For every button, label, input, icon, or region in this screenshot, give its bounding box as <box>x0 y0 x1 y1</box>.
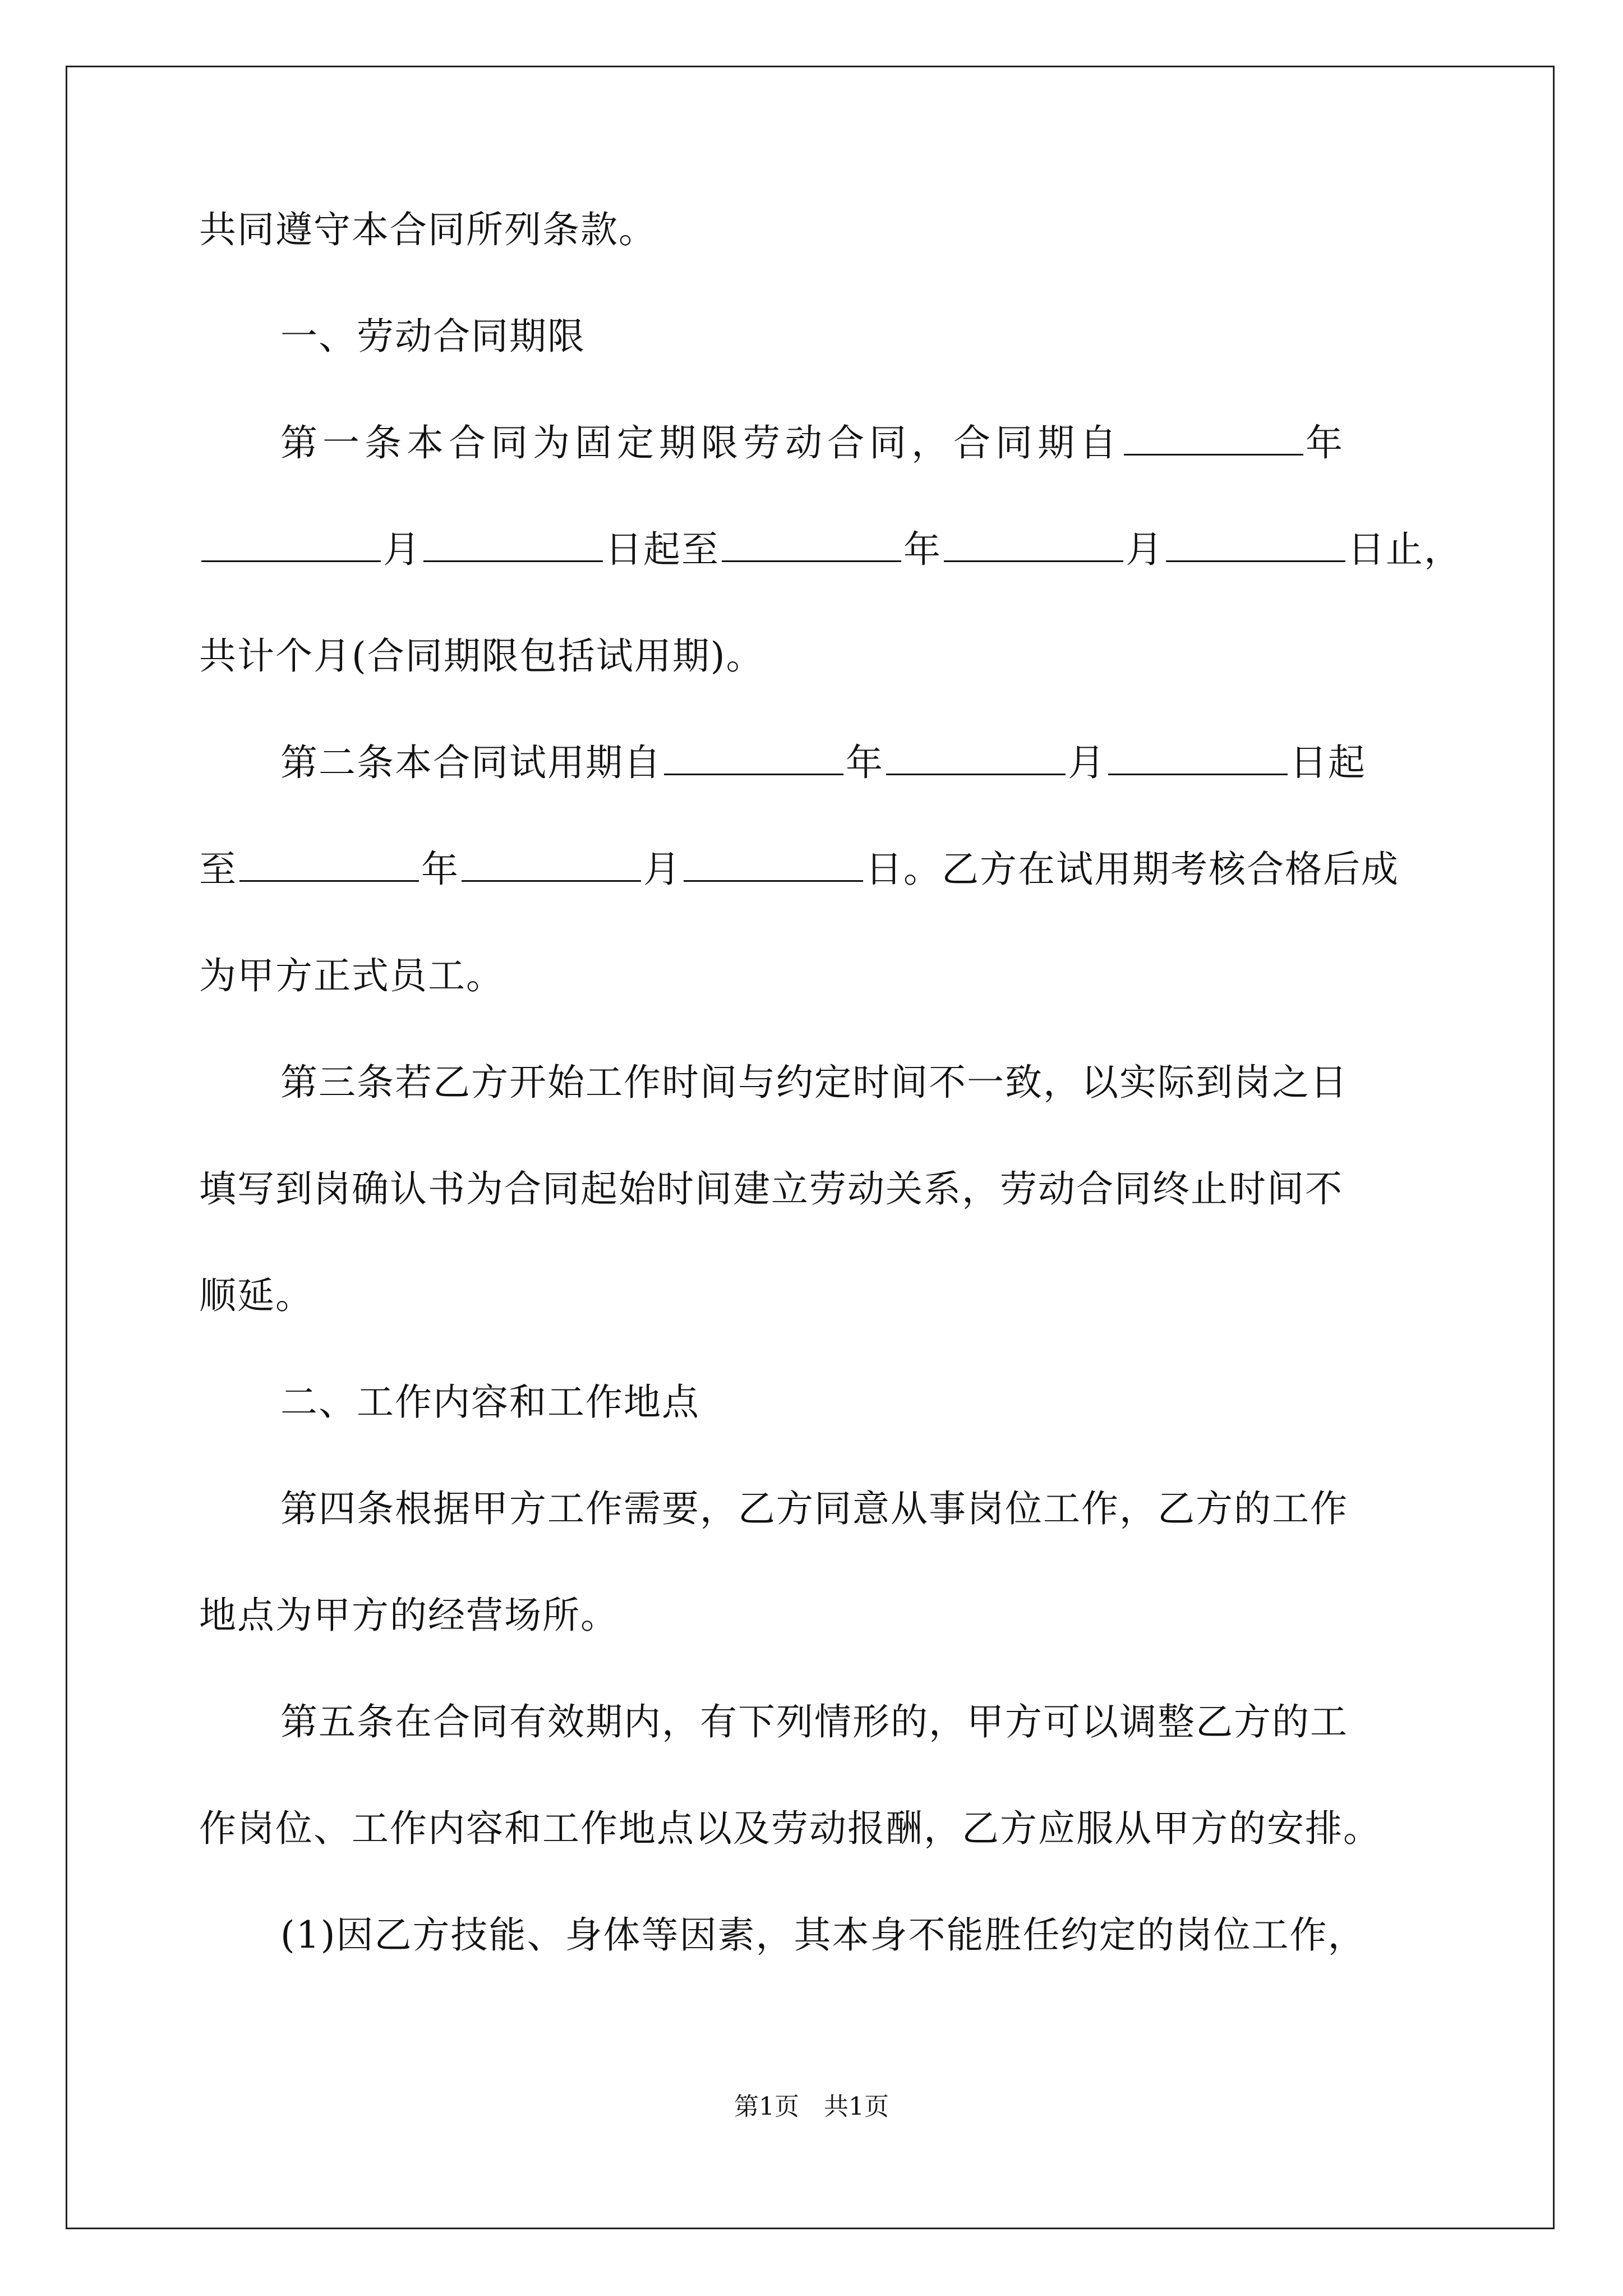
text-line: 地点为甲方的经营场所。 <box>199 1594 619 1637</box>
section-heading: 二、工作内容和工作地点 <box>280 1381 700 1424</box>
text-line: 至 年 月 日。乙方在试用期考核合格后成 <box>199 848 1399 891</box>
fill-blank[interactable] <box>684 848 863 882</box>
section-heading: 一、劳动合同期限 <box>280 315 585 358</box>
fill-blank[interactable] <box>722 528 901 562</box>
fill-blank[interactable] <box>1108 741 1288 775</box>
fill-blank[interactable] <box>462 848 641 882</box>
page-footer: 第1页 共1页 <box>734 2092 889 2121</box>
fill-blank[interactable] <box>664 741 843 775</box>
text-line: 共计个月(合同期限包括试用期)。 <box>199 634 764 678</box>
text-line: 第五条在合同有效期内，有下列情形的，甲方可以调整乙方的工 <box>280 1700 1348 1743</box>
text-line: 第二条本合同试用期自 年 月 日起 <box>280 741 1366 784</box>
text-line: 顺延。 <box>199 1274 313 1317</box>
fill-blank[interactable] <box>201 528 381 562</box>
text-line: 填写到岗确认书为合同起始时间建立劳动关系，劳动合同终止时间不 <box>199 1167 1343 1211</box>
text-line: 为甲方正式员工。 <box>199 954 504 997</box>
fill-blank[interactable] <box>1166 528 1345 562</box>
fill-blank[interactable] <box>239 848 419 882</box>
fill-blank[interactable] <box>1124 421 1303 455</box>
text-line: (1)因乙方技能、身体等因素，其本身不能胜任约定的岗位工作， <box>280 1913 1366 1957</box>
fill-blank[interactable] <box>423 528 603 562</box>
text-line: 第四条根据甲方工作需要，乙方同意从事岗位工作，乙方的工作 <box>280 1487 1348 1530</box>
fill-blank[interactable] <box>944 528 1123 562</box>
text-line: 共同遵守本合同所列条款。 <box>199 208 657 251</box>
text-line: 第三条若乙方开始工作时间与约定时间不一致，以实际到岗之日 <box>280 1061 1348 1104</box>
text-line: 第一条本合同为固定期限劳动合同，合同期自 年 <box>280 421 1348 464</box>
page-border <box>66 66 1555 2229</box>
text-line: 作岗位、工作内容和工作地点以及劳动报酬，乙方应服从甲方的安排。 <box>199 1807 1381 1850</box>
text-line: 月 日起至 年 月 日止， <box>199 527 1462 572</box>
fill-blank[interactable] <box>886 741 1066 775</box>
